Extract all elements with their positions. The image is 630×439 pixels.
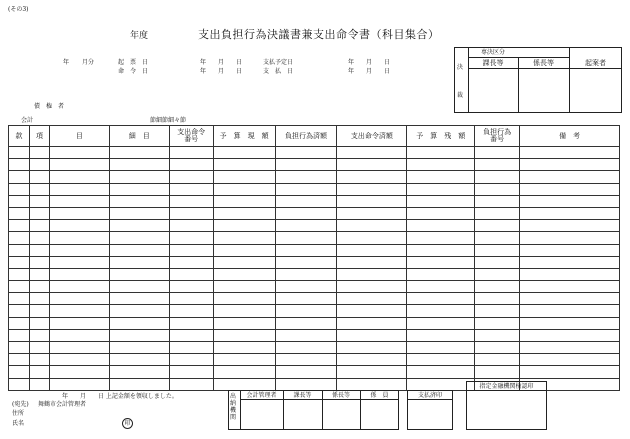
table-cell[interactable] [109,207,169,219]
table-cell[interactable] [49,207,109,219]
bank-seal-label: 指定金融機関検認印 [479,383,534,390]
table-cell[interactable] [475,183,520,195]
account-label: 会計 [21,117,34,124]
table-cell[interactable] [407,293,475,305]
table-cell[interactable] [169,232,213,244]
table-cell[interactable] [520,232,620,244]
payment-date-ymd: 年 月 日 [348,68,391,75]
table-cell[interactable] [29,244,49,256]
table-cell[interactable] [9,354,30,366]
table-row [9,354,620,366]
table-row [9,183,620,195]
table-cell[interactable] [475,268,520,280]
table-cell[interactable] [520,147,620,159]
table-cell[interactable] [213,244,275,256]
col-saimoku: 細 目 [109,126,169,147]
table-cell[interactable] [475,244,520,256]
table-cell[interactable] [49,305,109,317]
scheduled-payment-label: 支払予定日 [263,59,294,66]
table-cell[interactable] [49,354,109,366]
table-cell[interactable] [275,244,337,256]
table-cell[interactable] [29,305,49,317]
table-cell[interactable] [407,305,475,317]
table-cell[interactable] [337,342,407,354]
table-cell[interactable] [475,366,520,378]
table-cell[interactable] [29,354,49,366]
table-cell[interactable] [275,317,337,329]
table-row [9,342,620,354]
table-cell[interactable] [213,171,275,183]
table-cell[interactable] [109,281,169,293]
table-cell[interactable] [109,317,169,329]
table-cell[interactable] [337,159,407,171]
table-cell[interactable] [169,183,213,195]
table-cell[interactable] [337,147,407,159]
table-cell[interactable] [49,159,109,171]
table-cell[interactable] [275,171,337,183]
table-cell[interactable] [275,232,337,244]
table-cell[interactable] [169,317,213,329]
table-cell[interactable] [29,268,49,280]
page-title: 支出負担行為決議書兼支出命令書（科目集合） [198,28,440,41]
table-cell[interactable] [407,281,475,293]
table-cell[interactable] [275,305,337,317]
table-row [9,268,620,280]
table-row [9,159,620,171]
table-cell[interactable] [337,256,407,268]
table-cell[interactable] [337,293,407,305]
creditor-label: 債 権 者 [34,103,65,110]
table-cell[interactable] [109,147,169,159]
table-cell[interactable] [213,342,275,354]
table-cell[interactable] [169,268,213,280]
receipt-line: 年 月 日 上記金額を領収しました。 [62,393,178,400]
table-row [9,281,620,293]
table-cell[interactable] [275,354,337,366]
table-cell[interactable] [9,195,30,207]
draft-date-label: 起 票 日 [118,59,149,66]
col-budget-current: 予 算 現 額 [213,126,275,147]
table-cell[interactable] [337,317,407,329]
table-header-row [9,126,620,147]
table-cell[interactable] [109,183,169,195]
approval-col-subsection-chief: 係長等 [533,59,554,67]
table-cell[interactable] [275,329,337,341]
table-cell[interactable] [29,342,49,354]
table-cell[interactable] [475,305,520,317]
dispatch-col-subsection-chief: 係長等 [331,392,350,399]
col-budget-remaining: 予 算 残 額 [407,126,475,147]
order-date-ymd: 年 月 日 [200,68,243,75]
table-cell[interactable] [337,366,407,378]
table-cell[interactable] [275,293,337,305]
table-row [9,293,620,305]
table-cell[interactable] [29,147,49,159]
table-cell[interactable] [169,293,213,305]
table-cell[interactable] [275,366,337,378]
table-cell[interactable] [9,207,30,219]
table-cell[interactable] [109,354,169,366]
table-cell[interactable] [29,183,49,195]
table-cell[interactable] [275,207,337,219]
table-cell[interactable] [109,256,169,268]
table-cell[interactable] [109,244,169,256]
table-cell[interactable] [169,171,213,183]
table-cell[interactable] [337,171,407,183]
table-cell[interactable] [49,195,109,207]
table-cell[interactable] [520,256,620,268]
table-cell[interactable] [213,317,275,329]
table-cell[interactable] [213,183,275,195]
table-cell[interactable] [475,317,520,329]
table-cell[interactable] [49,342,109,354]
table-cell[interactable] [49,171,109,183]
table-cell[interactable] [213,293,275,305]
table-cell[interactable] [29,329,49,341]
table-cell[interactable] [49,378,109,390]
table-cell[interactable] [407,159,475,171]
table-cell[interactable] [407,244,475,256]
table-cell[interactable] [9,183,30,195]
table-cell[interactable] [520,317,620,329]
table-cell[interactable] [407,183,475,195]
table-cell[interactable] [520,244,620,256]
table-cell[interactable] [109,366,169,378]
table-cell[interactable] [9,281,30,293]
addressee: 舞鶴市会計管理者 [38,401,87,408]
approval-col-section-chief: 課長等 [482,59,504,67]
table-cell[interactable] [337,281,407,293]
table-cell[interactable] [520,268,620,280]
dispatch-col-section-chief: 課長等 [293,392,312,399]
table-cell[interactable] [49,244,109,256]
sheet-number: (その3) [8,6,29,13]
table-cell[interactable] [213,268,275,280]
table-cell[interactable] [407,220,475,232]
table-cell[interactable] [407,354,475,366]
table-cell[interactable] [49,220,109,232]
approval-side-bottom: 裁 [457,92,464,99]
table-cell[interactable] [169,207,213,219]
table-cell[interactable] [49,232,109,244]
table-cell[interactable] [337,268,407,280]
dispatch-col-accounting: 会計管理者 [246,392,277,399]
table-cell[interactable] [520,342,620,354]
table-cell[interactable] [169,195,213,207]
table-cell[interactable] [475,207,520,219]
table-cell[interactable] [275,281,337,293]
table-cell[interactable] [475,171,520,183]
table-cell[interactable] [337,207,407,219]
dispatch-side-label: 出納機関 [230,393,237,421]
table-cell[interactable] [520,293,620,305]
table-cell[interactable] [407,171,475,183]
table-cell[interactable] [407,378,475,390]
table-cell[interactable] [213,354,275,366]
table-cell[interactable] [475,256,520,268]
table-cell[interactable] [275,183,337,195]
table-cell[interactable] [169,281,213,293]
table-cell[interactable] [213,378,275,390]
table-cell[interactable] [337,183,407,195]
col-commitment-done: 負担行為済額 [275,126,337,147]
year-label: 年 [63,59,70,66]
table-cell[interactable] [109,220,169,232]
table-cell[interactable] [213,220,275,232]
account-subtitle: 節細節細々節 [150,117,187,124]
table-cell[interactable] [29,220,49,232]
table-cell[interactable] [9,329,30,341]
table-cell[interactable] [9,342,30,354]
table-cell[interactable] [169,329,213,341]
table-cell[interactable] [9,305,30,317]
table-cell[interactable] [109,159,169,171]
table-cell[interactable] [407,342,475,354]
table-cell[interactable] [520,329,620,341]
table-cell[interactable] [213,305,275,317]
table-cell[interactable] [407,256,475,268]
table-row [9,147,620,159]
table-cell[interactable] [275,342,337,354]
table-cell[interactable] [275,220,337,232]
draft-date-ymd: 年 月 日 [200,59,243,66]
table-cell[interactable] [275,256,337,268]
dispatch-col-staff: 係 員 [370,392,389,399]
table-cell[interactable] [169,256,213,268]
table-cell[interactable] [29,293,49,305]
table-cell[interactable] [9,147,30,159]
table-cell[interactable] [475,281,520,293]
table-cell[interactable] [337,329,407,341]
table-cell[interactable] [49,147,109,159]
table-cell[interactable] [109,342,169,354]
table-cell[interactable] [29,171,49,183]
table-cell[interactable] [169,378,213,390]
table-cell[interactable] [109,293,169,305]
table-row [9,171,620,183]
table-cell[interactable] [9,378,30,390]
table-cell[interactable] [520,305,620,317]
table-cell[interactable] [213,195,275,207]
table-cell[interactable] [29,366,49,378]
table-cell[interactable] [9,366,30,378]
table-row [9,195,620,207]
table-cell[interactable] [275,268,337,280]
payment-seal-label: 支払済印 [417,392,442,399]
table-cell[interactable] [29,232,49,244]
table-cell[interactable] [29,378,49,390]
table-cell[interactable] [29,281,49,293]
table-cell[interactable] [520,220,620,232]
table-cell[interactable] [169,220,213,232]
table-cell[interactable] [29,195,49,207]
table-cell[interactable] [407,147,475,159]
table-cell[interactable] [407,317,475,329]
table-cell[interactable] [213,232,275,244]
table-cell[interactable] [337,244,407,256]
table-cell[interactable] [109,378,169,390]
table-cell[interactable] [169,305,213,317]
table-cell[interactable] [337,354,407,366]
table-cell[interactable] [213,207,275,219]
table-cell[interactable] [29,207,49,219]
table-cell[interactable] [169,147,213,159]
name-label: 氏名 [12,420,25,427]
table-cell[interactable] [337,378,407,390]
order-date-label: 命 令 日 [118,68,149,75]
table-cell[interactable] [109,329,169,341]
address-label: 住所 [12,410,25,417]
table-cell[interactable] [29,256,49,268]
table-row [9,244,620,256]
payment-date-label: 支 払 日 [263,68,294,75]
table-cell[interactable] [9,244,30,256]
table-cell[interactable] [407,195,475,207]
table-row [9,305,620,317]
table-cell[interactable] [49,256,109,268]
table-cell[interactable] [49,293,109,305]
table-cell[interactable] [213,147,275,159]
table-cell[interactable] [407,207,475,219]
table-cell[interactable] [337,232,407,244]
table-cell[interactable] [29,317,49,329]
table-cell[interactable] [475,195,520,207]
approval-category: 専決区分 [480,49,505,56]
seal-mark: 印 [122,418,133,429]
table-cell[interactable] [407,366,475,378]
table-cell[interactable] [520,195,620,207]
table-cell[interactable] [9,171,30,183]
table-cell[interactable] [275,195,337,207]
table-cell[interactable] [49,366,109,378]
approval-col-drafter: 起案者 [585,59,606,67]
table-cell[interactable] [475,342,520,354]
table-cell[interactable] [520,354,620,366]
month-part-label: 月分 [82,59,95,66]
table-cell[interactable] [475,354,520,366]
scheduled-payment-ymd: 年 月 日 [348,59,391,66]
col-order-done: 支出命令済額 [337,126,407,147]
table-cell[interactable] [169,244,213,256]
table-cell[interactable] [475,329,520,341]
table-cell[interactable] [213,366,275,378]
table-row [9,207,620,219]
table-cell[interactable] [475,220,520,232]
table-cell[interactable] [29,159,49,171]
table-row [9,366,620,378]
table-cell[interactable] [213,159,275,171]
table-cell[interactable] [109,305,169,317]
col-kan: 款 [9,126,30,147]
fiscal-year-label: 年度 [130,31,149,41]
budget-table [8,125,620,391]
table-cell[interactable] [9,293,30,305]
table-cell[interactable] [9,232,30,244]
table-cell[interactable] [520,171,620,183]
table-cell[interactable] [9,220,30,232]
table-cell[interactable] [475,293,520,305]
table-cell[interactable] [337,220,407,232]
table-cell[interactable] [520,281,620,293]
table-cell[interactable] [407,329,475,341]
col-remarks: 備 考 [520,126,620,147]
col-order-number: 支出命令 番号 [169,126,213,147]
table-cell[interactable] [337,195,407,207]
table-cell[interactable] [475,147,520,159]
table-cell[interactable] [275,378,337,390]
addressee-prefix: (宛先) [12,401,29,408]
table-cell[interactable] [475,232,520,244]
table-cell[interactable] [520,183,620,195]
table-cell[interactable] [109,171,169,183]
table-cell[interactable] [109,232,169,244]
approval-side-top: 決 [457,64,464,71]
table-cell[interactable] [109,195,169,207]
table-cell[interactable] [475,159,520,171]
table-cell[interactable] [213,256,275,268]
table-cell[interactable] [520,159,620,171]
table-cell[interactable] [49,281,109,293]
table-cell[interactable] [49,183,109,195]
table-cell[interactable] [213,329,275,341]
table-cell[interactable] [520,366,620,378]
col-kou: 項 [29,126,49,147]
table-cell[interactable] [213,281,275,293]
table-cell[interactable] [275,159,337,171]
table-cell[interactable] [169,354,213,366]
table-cell[interactable] [109,268,169,280]
table-cell[interactable] [169,366,213,378]
col-commitment-number: 負担行為 番号 [475,126,520,147]
table-cell[interactable] [169,342,213,354]
table-cell[interactable] [407,268,475,280]
table-cell[interactable] [520,207,620,219]
col-moku: 目 [49,126,109,147]
table-row [9,256,620,268]
table-cell[interactable] [9,159,30,171]
table-row [9,232,620,244]
table-row [9,317,620,329]
table-cell[interactable] [49,329,109,341]
table-cell[interactable] [169,159,213,171]
table-cell[interactable] [275,147,337,159]
table-cell[interactable] [9,256,30,268]
table-cell[interactable] [337,305,407,317]
table-cell[interactable] [49,268,109,280]
table-cell[interactable] [9,268,30,280]
table-row [9,329,620,341]
table-cell[interactable] [49,317,109,329]
table-cell[interactable] [9,317,30,329]
table-row [9,220,620,232]
table-cell[interactable] [407,232,475,244]
